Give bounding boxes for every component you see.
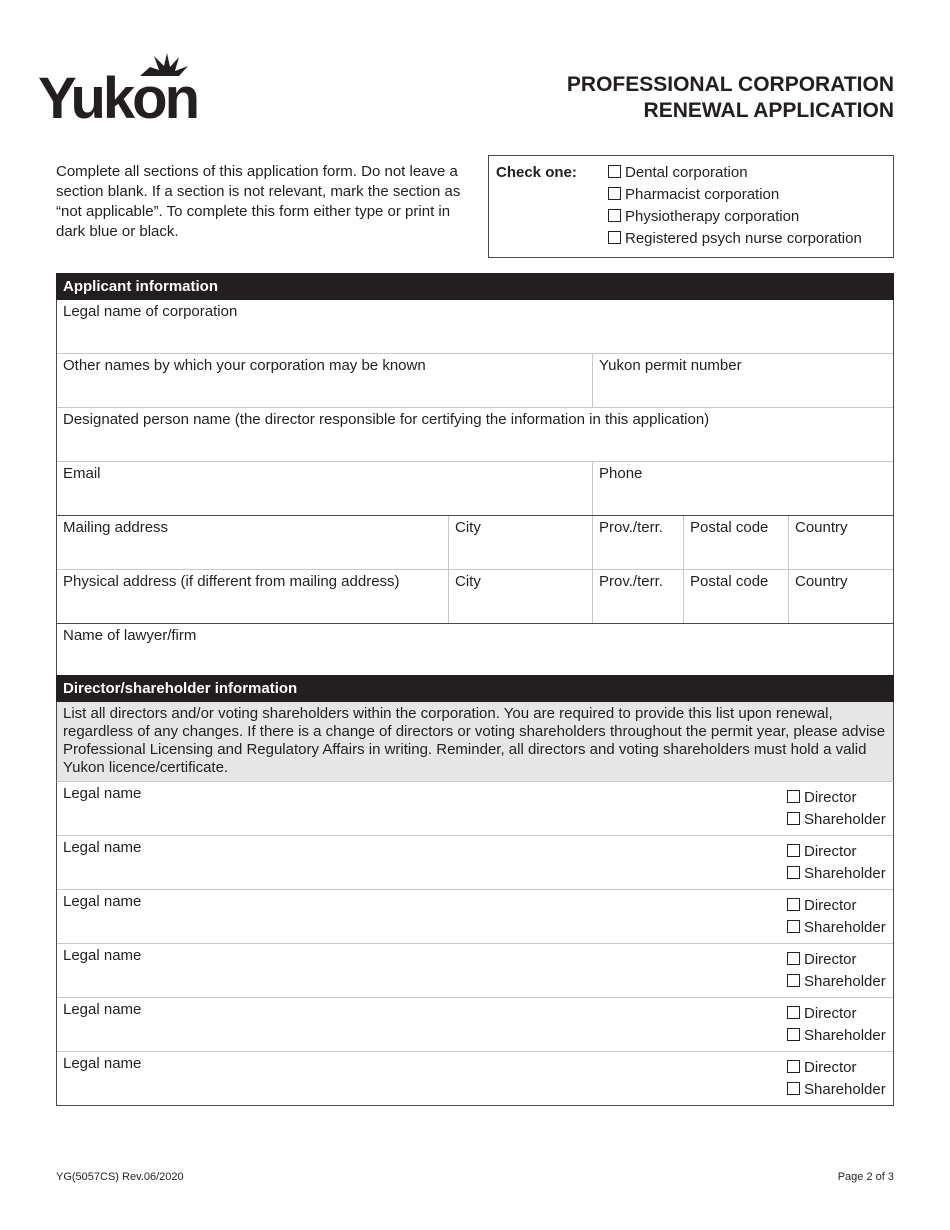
- checkbox-icon[interactable]: [787, 952, 800, 965]
- physical-country-field[interactable]: Country: [788, 570, 893, 623]
- director-row: [57, 944, 893, 998]
- checkbox-icon[interactable]: [608, 209, 621, 222]
- director-row: [57, 782, 893, 836]
- director-option[interactable]: Director: [787, 895, 886, 917]
- director-option[interactable]: Director: [787, 787, 886, 809]
- designated-person-field[interactable]: Designated person name (the director responsible for certifying the information in this application): [63, 411, 710, 428]
- form-title: [567, 72, 894, 124]
- checkbox-icon[interactable]: [787, 1082, 800, 1095]
- legal-name-field[interactable]: Legal name: [63, 1055, 142, 1072]
- checkbox-icon[interactable]: [787, 866, 800, 879]
- legal-name-field[interactable]: Legal name: [63, 947, 142, 964]
- mailing-address-field[interactable]: Mailing address: [63, 519, 169, 536]
- logo-wordmark: Yukon: [38, 66, 198, 124]
- checkbox-icon[interactable]: [608, 187, 621, 200]
- physical-prov-terr-field[interactable]: Prov./terr.: [592, 570, 683, 623]
- phone-field[interactable]: Phone: [592, 462, 893, 515]
- option-pharmacist[interactable]: Pharmacist corporation: [608, 186, 862, 208]
- checkbox-icon[interactable]: [608, 231, 621, 244]
- checkbox-icon[interactable]: [787, 920, 800, 933]
- checkbox-icon[interactable]: [787, 1060, 800, 1073]
- form-title-line1: PROFESSIONAL CORPORATION: [566, 73, 894, 96]
- check-one-label: Check one:: [496, 164, 577, 181]
- mailing-city-field[interactable]: City: [448, 516, 592, 569]
- email-field[interactable]: Email: [63, 465, 101, 482]
- director-shareholder-section: [56, 675, 894, 1106]
- director-option[interactable]: Director: [787, 1003, 886, 1025]
- shareholder-option[interactable]: Shareholder: [787, 1079, 886, 1101]
- yukon-permit-number-field[interactable]: Yukon permit number: [592, 354, 893, 407]
- legal-name-of-corporation-field[interactable]: Legal name of corporation: [63, 303, 238, 320]
- physical-postal-code-field[interactable]: Postal code: [683, 570, 788, 623]
- shareholder-option[interactable]: Shareholder: [787, 863, 886, 885]
- instructions-text: Complete all sections of this application form. Do not leave a section blank. If a section is not relevant, mark the section as “not applicable”. To complete this form either type or print in dark blue or black.: [56, 163, 461, 240]
- lawyer-firm-field[interactable]: Name of lawyer/firm: [63, 627, 197, 644]
- physical-address-field[interactable]: Physical address (if different from mailing address): [63, 573, 400, 590]
- shareholder-option[interactable]: Shareholder: [787, 971, 886, 993]
- checkbox-icon[interactable]: [787, 974, 800, 987]
- legal-name-field[interactable]: Legal name: [63, 1001, 142, 1018]
- checkbox-icon[interactable]: [787, 1028, 800, 1041]
- shareholder-option[interactable]: Shareholder: [787, 809, 886, 831]
- mailing-prov-terr-field[interactable]: Prov./terr.: [592, 516, 683, 569]
- page-number: Page 2 of 3: [837, 1171, 894, 1183]
- applicant-information-section: [56, 273, 894, 678]
- checkbox-icon[interactable]: [787, 812, 800, 825]
- director-shareholder-instructions: List all directors and/or voting shareholders within the corporation. You are required to provide this list upon renewal, regardless of any changes. If there is a change of directors or voting shareholders throughout the permit year, please advise Professional Licensing and Regulatory Affairs in writing. Reminder, all directors and voting shareholders must hold a valid Yukon licence/certificate.: [56, 702, 894, 782]
- option-dental[interactable]: Dental corporation: [608, 164, 862, 186]
- form-title-line2: RENEWAL APPLICATION: [643, 99, 894, 122]
- director-option[interactable]: Director: [787, 949, 886, 971]
- corporation-type-box: [488, 155, 894, 258]
- form-code: YG(5057CS) Rev.06/2020: [56, 1171, 184, 1183]
- shareholder-option[interactable]: Shareholder: [787, 917, 886, 939]
- director-shareholder-header: Director/shareholder information: [56, 675, 894, 702]
- director-row: [57, 890, 893, 944]
- checkbox-icon[interactable]: [787, 790, 800, 803]
- director-row: [57, 998, 893, 1052]
- checkbox-icon[interactable]: [608, 165, 621, 178]
- shareholder-option[interactable]: Shareholder: [787, 1025, 886, 1047]
- applicant-information-header: Applicant information: [56, 273, 894, 300]
- option-psych-nurse[interactable]: Registered psych nurse corporation: [608, 230, 862, 252]
- checkbox-icon[interactable]: [787, 898, 800, 911]
- legal-name-field[interactable]: Legal name: [63, 893, 142, 910]
- mailing-postal-code-field[interactable]: Postal code: [683, 516, 788, 569]
- checkbox-icon[interactable]: [787, 1006, 800, 1019]
- director-option[interactable]: Director: [787, 1057, 886, 1079]
- director-row: [57, 1052, 893, 1106]
- director-option[interactable]: Director: [787, 841, 886, 863]
- yukon-logo: [38, 52, 210, 124]
- physical-city-field[interactable]: City: [448, 570, 592, 623]
- checkbox-icon[interactable]: [787, 844, 800, 857]
- option-physiotherapy[interactable]: Physiotherapy corporation: [608, 208, 862, 230]
- mailing-country-field[interactable]: Country: [788, 516, 893, 569]
- legal-name-field[interactable]: Legal name: [63, 839, 142, 856]
- legal-name-field[interactable]: Legal name: [63, 785, 142, 802]
- director-row: [57, 836, 893, 890]
- other-names-field[interactable]: Other names by which your corporation may be known: [63, 357, 426, 374]
